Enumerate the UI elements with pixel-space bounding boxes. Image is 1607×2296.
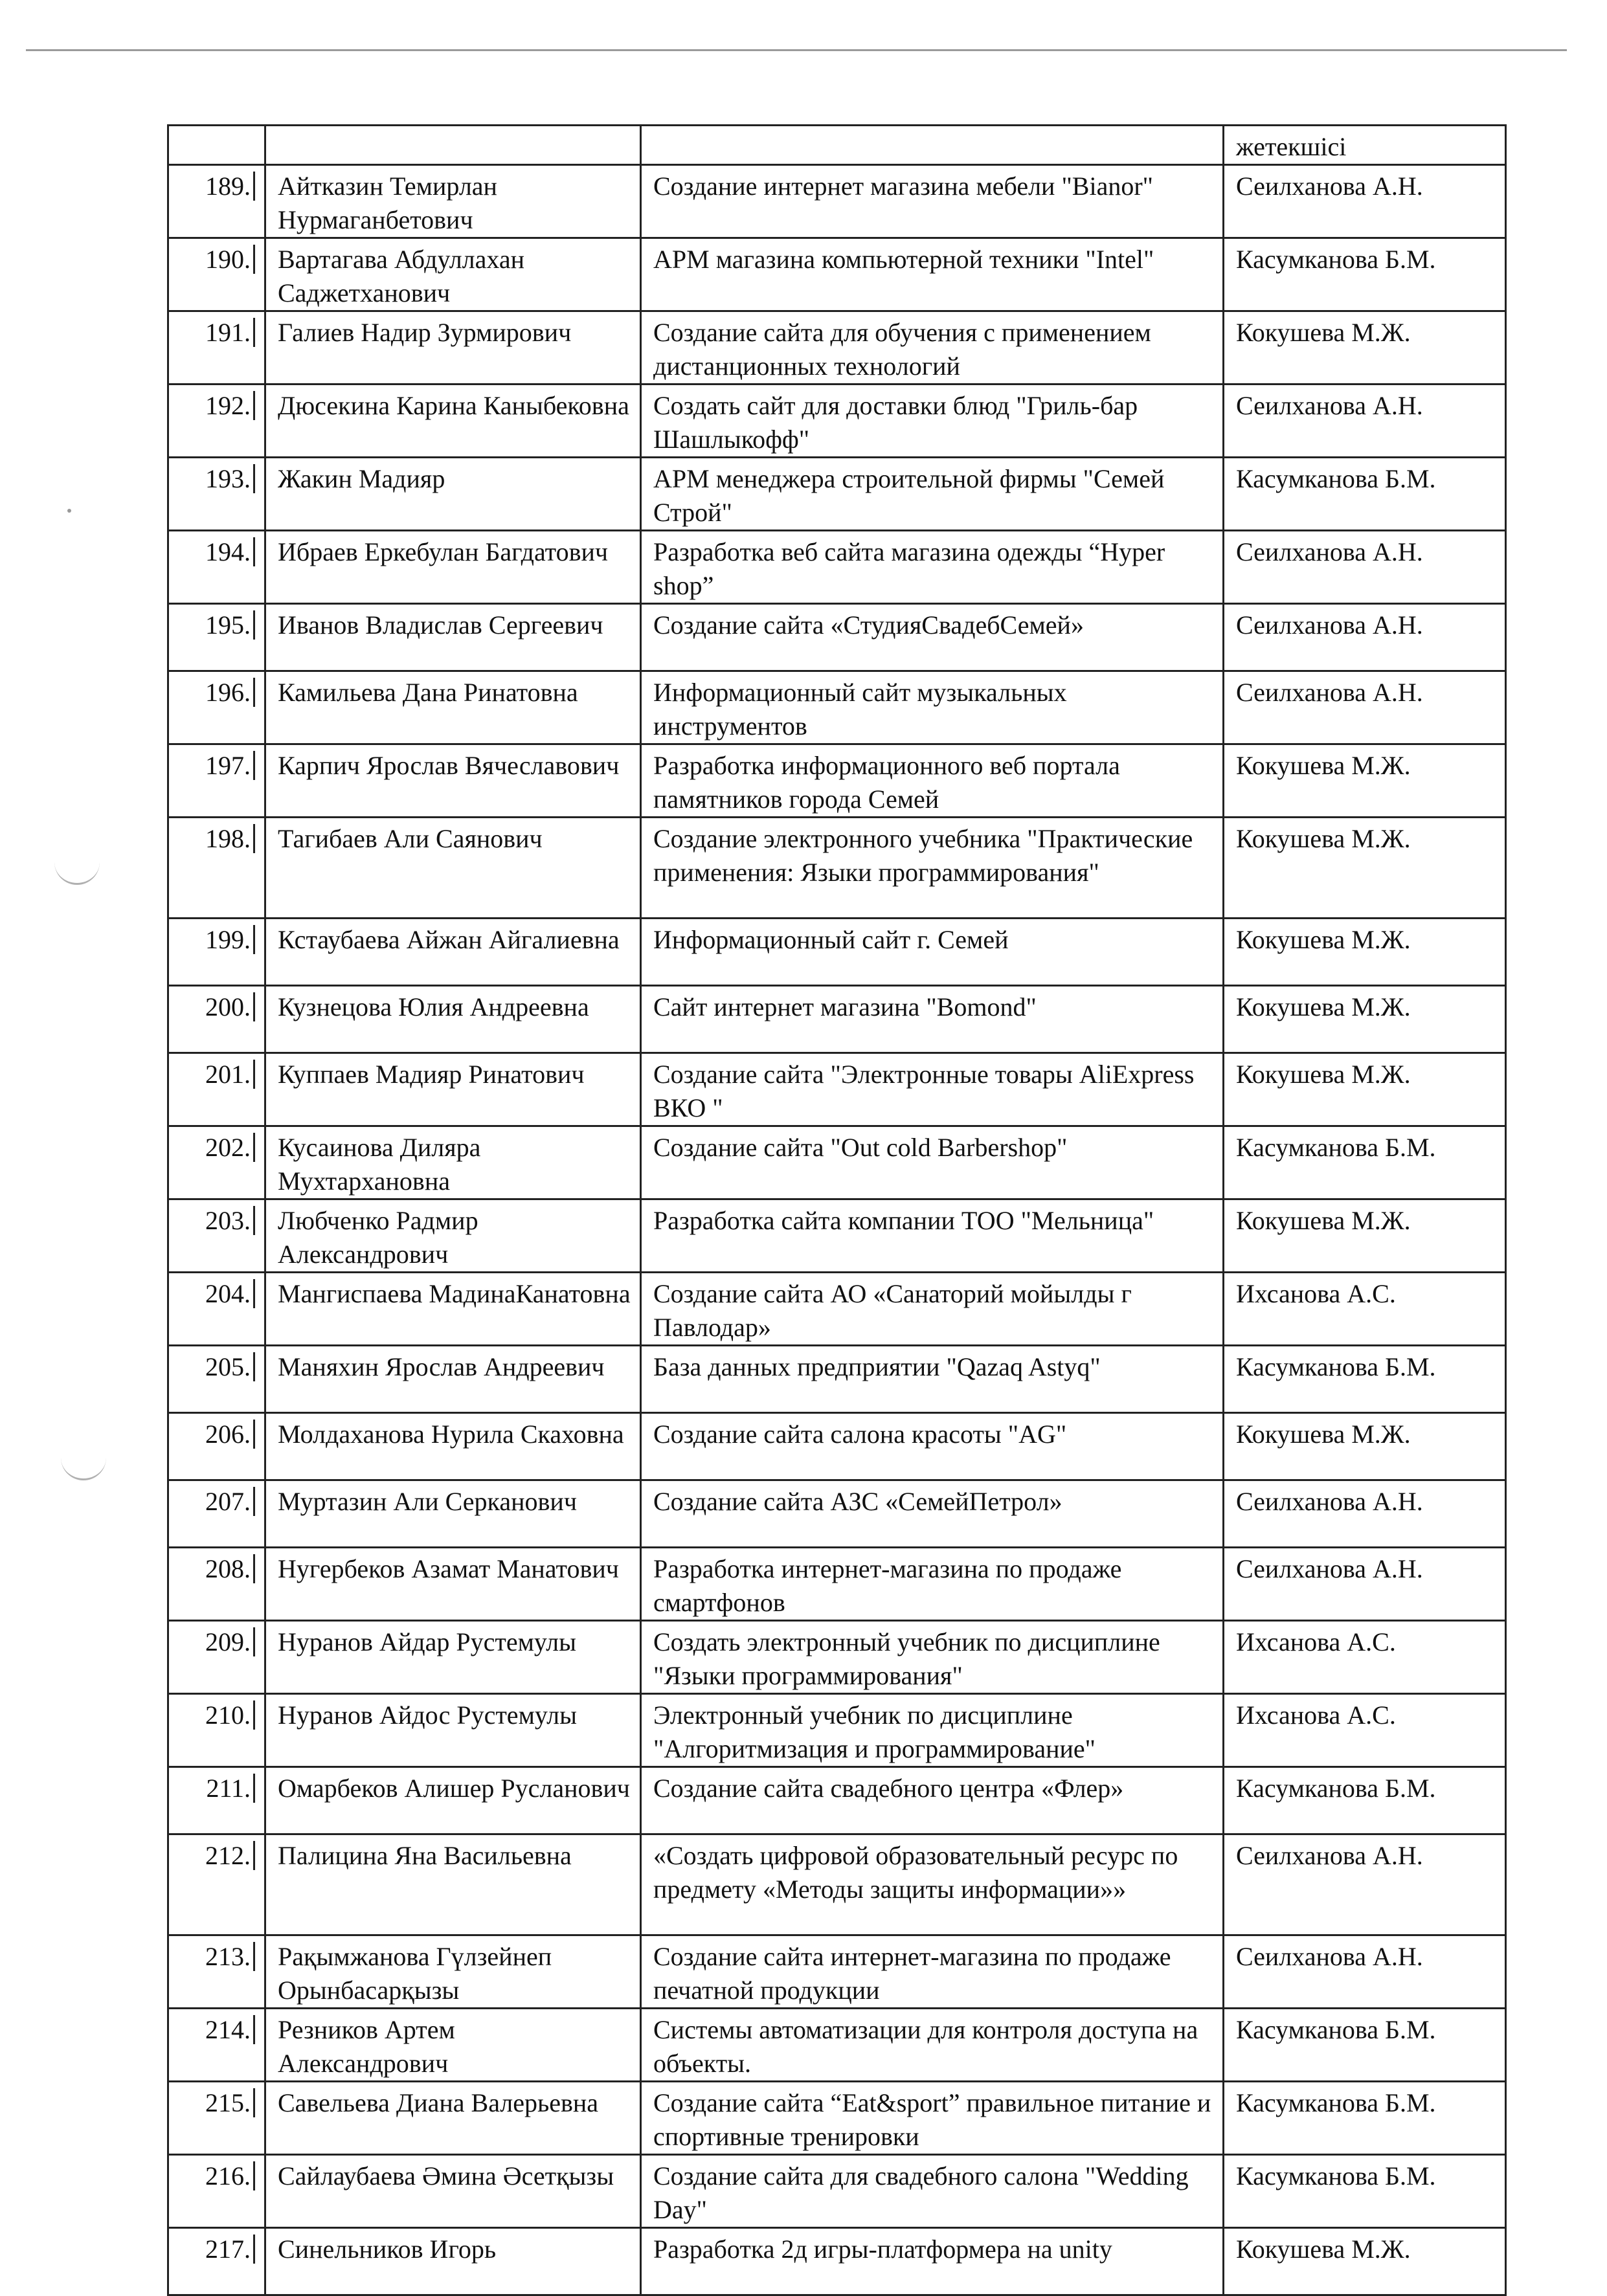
student-name: Куппаев Мадияр Ринатович <box>265 1053 641 1126</box>
header-topic-cell <box>641 126 1224 165</box>
row-number: 194. <box>168 531 265 604</box>
student-name: Резников Артем Александрович <box>265 2009 641 2082</box>
table-row <box>168 531 1506 604</box>
table-row <box>168 2155 1506 2228</box>
supervisor-name: Касумканова Б.М. <box>1224 1126 1506 1199</box>
thesis-topic: Создать электронный учебник по дисциплине "Языки программирования" <box>641 1621 1224 1694</box>
table-row <box>168 1273 1506 1346</box>
row-number: 199. <box>168 919 265 986</box>
thesis-topic: АРМ магазина компьютерной техники "Intel" <box>641 238 1224 311</box>
student-name: Нугербеков Азамат Манатович <box>265 1548 641 1621</box>
thesis-topic: Электронный учебник по дисциплине "Алгоритмизация и программирование" <box>641 1694 1224 1767</box>
supervisor-name: Кокушева М.Ж. <box>1224 311 1506 385</box>
row-number: 212. <box>168 1834 265 1935</box>
student-name: Тагибаев Али Саянович <box>265 818 641 919</box>
thesis-topic: Информационный сайт г. Семей <box>641 919 1224 986</box>
table-row <box>168 1935 1506 2009</box>
row-number: 208. <box>168 1548 265 1621</box>
thesis-topic: База данных предприятии "Qazaq Astyq" <box>641 1346 1224 1413</box>
student-name: Карпич Ярослав Вячеславович <box>265 744 641 818</box>
thesis-topic: Создание сайта АО «Санаторий мойылды г Павлодар» <box>641 1273 1224 1346</box>
table-row <box>168 986 1506 1053</box>
scan-hole-mark <box>61 1456 106 1480</box>
student-name: Маняхин Ярослав Андреевич <box>265 1346 641 1413</box>
supervisor-name: Сеилханова А.Н. <box>1224 671 1506 744</box>
thesis-topic: Создание сайта интернет-магазина по продаже печатной продукции <box>641 1935 1224 2009</box>
student-name: Ибраев Еркебулан Багдатович <box>265 531 641 604</box>
table-row <box>168 1767 1506 1834</box>
supervisor-name: Кокушева М.Ж. <box>1224 818 1506 919</box>
row-number: 215. <box>168 2082 265 2155</box>
student-name: Савельева Диана Валерьевна <box>265 2082 641 2155</box>
row-number: 203. <box>168 1199 265 1273</box>
table-row <box>168 1199 1506 1273</box>
supervisor-name: Касумканова Б.М. <box>1224 1346 1506 1413</box>
supervisor-name: Сеилханова А.Н. <box>1224 385 1506 458</box>
supervisor-name: Кокушева М.Ж. <box>1224 1199 1506 1273</box>
supervisor-name: Сеилханова А.Н. <box>1224 1834 1506 1935</box>
scan-hole-mark <box>54 861 100 885</box>
supervisor-name: Касумканова Б.М. <box>1224 458 1506 531</box>
student-name: Камильева Дана Ринатовна <box>265 671 641 744</box>
student-name: Омарбеков Алишер Русланович <box>265 1767 641 1834</box>
supervisor-name: Сеилханова А.Н. <box>1224 1935 1506 2009</box>
row-number: 200. <box>168 986 265 1053</box>
row-number: 192. <box>168 385 265 458</box>
row-number: 189. <box>168 165 265 238</box>
row-number: 196. <box>168 671 265 744</box>
table-row <box>168 1694 1506 1767</box>
row-number: 216. <box>168 2155 265 2228</box>
table-row <box>168 458 1506 531</box>
student-name: Кстаубаева Айжан Айгалиевна <box>265 919 641 986</box>
table-row <box>168 818 1506 919</box>
student-name: Вартагава Абдуллахан Саджетханович <box>265 238 641 311</box>
student-name: Нуранов Айдос Рустемулы <box>265 1694 641 1767</box>
supervisor-name: Сеилханова А.Н. <box>1224 604 1506 671</box>
table-row <box>168 1834 1506 1935</box>
row-number: 205. <box>168 1346 265 1413</box>
scan-top-line <box>26 49 1567 51</box>
thesis-topic: Создание сайта свадебного центра «Флер» <box>641 1767 1224 1834</box>
supervisor-name: Сеилханова А.Н. <box>1224 1548 1506 1621</box>
thesis-topic: «Создать цифровой образовательный ресурс по предмету «Методы защиты информации»» <box>641 1834 1224 1935</box>
table-row <box>168 311 1506 385</box>
thesis-topic: Создание сайта салона красоты "AG" <box>641 1413 1224 1480</box>
thesis-topic: Создать сайт для доставки блюд "Гриль-бар Шашлыкофф" <box>641 385 1224 458</box>
thesis-topic: Создание сайта для свадебного салона "Wedding Day" <box>641 2155 1224 2228</box>
supervisor-name: Кокушева М.Ж. <box>1224 919 1506 986</box>
supervisor-name: Кокушева М.Ж. <box>1224 744 1506 818</box>
thesis-topic: Создание электронного учебника "Практические применения: Языки программирования" <box>641 818 1224 919</box>
row-number: 202. <box>168 1126 265 1199</box>
table-row <box>168 238 1506 311</box>
supervisor-name: Касумканова Б.М. <box>1224 2009 1506 2082</box>
thesis-topics-table <box>167 124 1507 2296</box>
thesis-topic: Создание сайта АЗС «СемейПетрол» <box>641 1480 1224 1548</box>
supervisor-name: Сеилханова А.Н. <box>1224 1480 1506 1548</box>
student-name: Рақымжанова Гүлзейнеп Орынбасарқызы <box>265 1935 641 2009</box>
supervisor-name: Касумканова Б.М. <box>1224 238 1506 311</box>
table-row <box>168 1053 1506 1126</box>
row-number: 191. <box>168 311 265 385</box>
table-row <box>168 1413 1506 1480</box>
table-row <box>168 1480 1506 1548</box>
row-number: 201. <box>168 1053 265 1126</box>
thesis-topic: Сайт интернет магазина "Bomond" <box>641 986 1224 1053</box>
supervisor-name: Касумканова Б.М. <box>1224 2155 1506 2228</box>
header-row <box>168 126 1506 165</box>
row-number: 204. <box>168 1273 265 1346</box>
thesis-topic: Создание сайта для обучения с применением дистанционных технологий <box>641 311 1224 385</box>
student-name: Муртазин Али Серканович <box>265 1480 641 1548</box>
row-number: 190. <box>168 238 265 311</box>
student-name: Любченко Радмир Александрович <box>265 1199 641 1273</box>
student-name: Кузнецова Юлия Андреевна <box>265 986 641 1053</box>
supervisor-name: Касумканова Б.М. <box>1224 2082 1506 2155</box>
student-name: Синельников Игорь <box>265 2228 641 2295</box>
table-row <box>168 1621 1506 1694</box>
thesis-topic: Информационный сайт музыкальных инструментов <box>641 671 1224 744</box>
student-name: Нуранов Айдар Рустемулы <box>265 1621 641 1694</box>
row-number: 198. <box>168 818 265 919</box>
thesis-topic: Создание сайта “Eat&sport” правильное питание и спортивные тренировки <box>641 2082 1224 2155</box>
row-number: 195. <box>168 604 265 671</box>
row-number: 197. <box>168 744 265 818</box>
supervisor-name: Ихсанова А.С. <box>1224 1694 1506 1767</box>
thesis-topic: Разработка информационного веб портала памятников города Семей <box>641 744 1224 818</box>
row-number: 207. <box>168 1480 265 1548</box>
thesis-topic: Разработка интернет-магазина по продаже смартфонов <box>641 1548 1224 1621</box>
supervisor-name: Сеилханова А.Н. <box>1224 531 1506 604</box>
table-row <box>168 2082 1506 2155</box>
table-row <box>168 744 1506 818</box>
student-name: Палицина Яна Васильевна <box>265 1834 641 1935</box>
supervisor-name: Ихсанова А.С. <box>1224 1273 1506 1346</box>
supervisor-name: Кокушева М.Ж. <box>1224 1053 1506 1126</box>
thesis-topic: Разработка 2д игры-платформера на unity <box>641 2228 1224 2295</box>
table-row <box>168 671 1506 744</box>
table-row <box>168 2228 1506 2295</box>
student-name: Молдаханова Нурила Скаховна <box>265 1413 641 1480</box>
thesis-topic: Создание интернет магазина мебели "Bianor" <box>641 165 1224 238</box>
header-number-cell <box>168 126 265 165</box>
thesis-topic: Разработка веб сайта магазина одежды “Hyper shop” <box>641 531 1224 604</box>
student-name: Сайлаубаева Әмина Әсетқызы <box>265 2155 641 2228</box>
header-supervisor-cell: жетекшісі <box>1224 126 1506 165</box>
thesis-topic: АРМ менеджера строительной фирмы "Семей Строй" <box>641 458 1224 531</box>
student-name: Мангиспаева МадинаКанатовна <box>265 1273 641 1346</box>
student-name: Иванов Владислав Сергеевич <box>265 604 641 671</box>
student-name: Кусаинова Диляра Мухтархановна <box>265 1126 641 1199</box>
row-number: 213. <box>168 1935 265 2009</box>
row-number: 217. <box>168 2228 265 2295</box>
table-row <box>168 1346 1506 1413</box>
table-row <box>168 1126 1506 1199</box>
thesis-topic: Создание сайта «СтудияСвадебСемей» <box>641 604 1224 671</box>
row-number: 210. <box>168 1694 265 1767</box>
thesis-topic: Создание сайта "Out cold Barbershop" <box>641 1126 1224 1199</box>
thesis-topic: Системы автоматизации для контроля доступа на объекты. <box>641 2009 1224 2082</box>
table-row <box>168 385 1506 458</box>
table-row <box>168 604 1506 671</box>
row-number: 193. <box>168 458 265 531</box>
header-name-cell <box>265 126 641 165</box>
student-name: Жакин Мадияр <box>265 458 641 531</box>
row-number: 211. <box>168 1767 265 1834</box>
scan-speck <box>67 509 71 513</box>
thesis-topic: Разработка сайта компании ТОО "Мельница" <box>641 1199 1224 1273</box>
thesis-topic: Создание сайта "Электронные товары AliExpress ВКО " <box>641 1053 1224 1126</box>
supervisor-name: Ихсанова А.С. <box>1224 1621 1506 1694</box>
supervisor-name: Кокушева М.Ж. <box>1224 986 1506 1053</box>
student-name: Дюсекина Карина Каныбековна <box>265 385 641 458</box>
row-number: 214. <box>168 2009 265 2082</box>
student-name: Айтказин Темирлан Нурмаганбетович <box>265 165 641 238</box>
supervisor-name: Кокушева М.Ж. <box>1224 2228 1506 2295</box>
table-row <box>168 1548 1506 1621</box>
table-row <box>168 2009 1506 2082</box>
row-number: 206. <box>168 1413 265 1480</box>
student-name: Галиев Надир Зурмирович <box>265 311 641 385</box>
supervisor-name: Кокушева М.Ж. <box>1224 1413 1506 1480</box>
row-number: 209. <box>168 1621 265 1694</box>
table-row <box>168 919 1506 986</box>
table-row <box>168 165 1506 238</box>
supervisor-name: Касумканова Б.М. <box>1224 1767 1506 1834</box>
supervisor-name: Сеилханова А.Н. <box>1224 165 1506 238</box>
